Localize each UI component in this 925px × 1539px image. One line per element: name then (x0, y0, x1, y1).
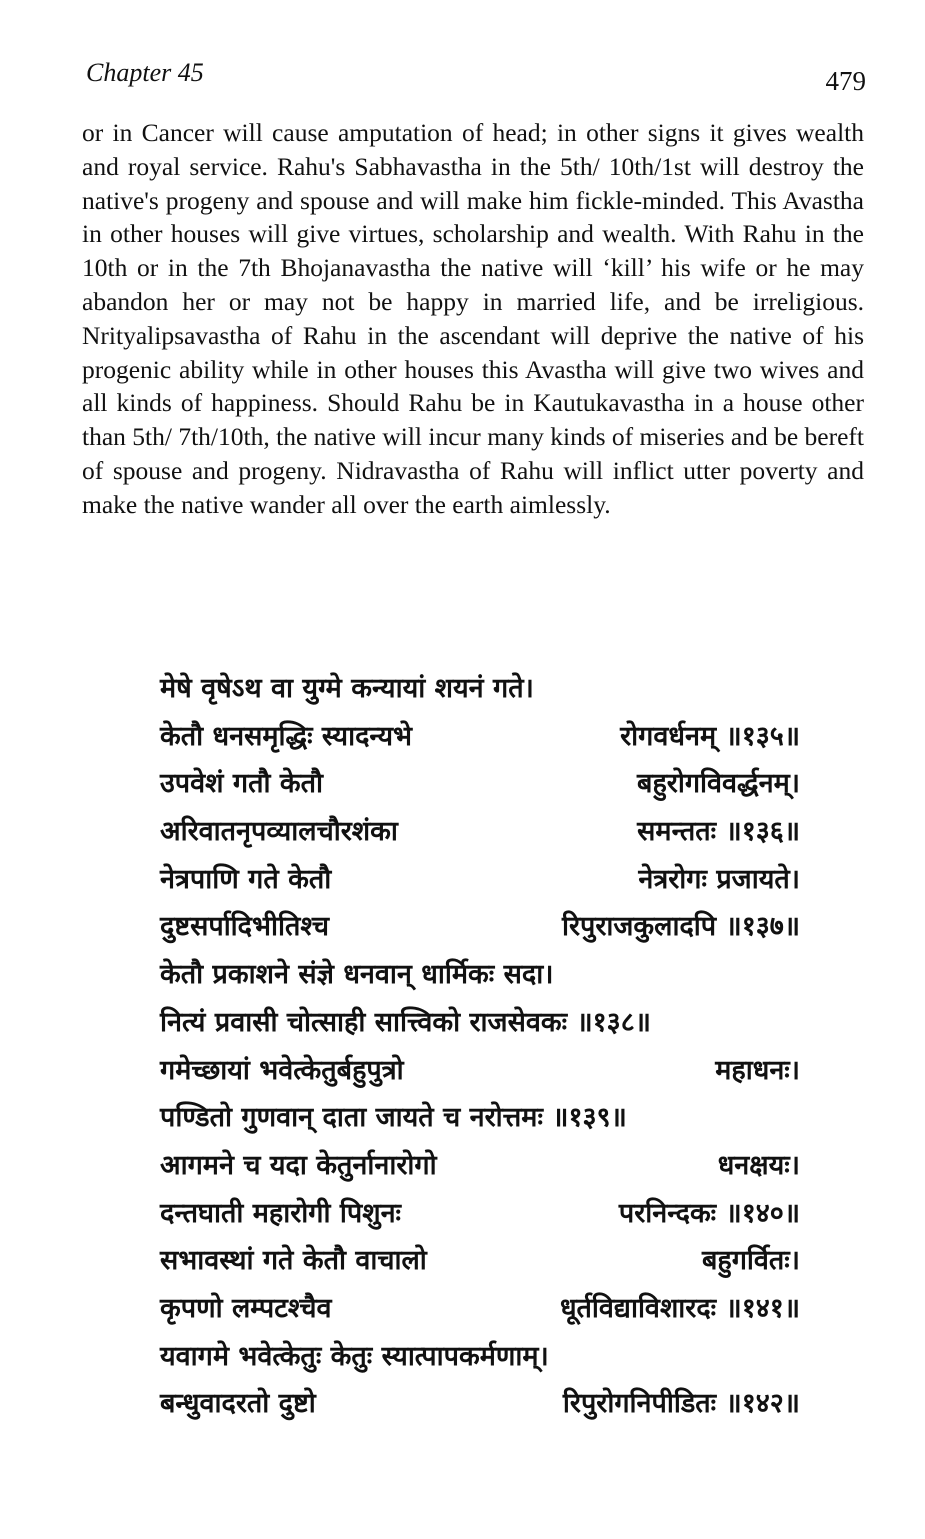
verse-line (160, 906, 800, 954)
verse-line (160, 1193, 800, 1241)
verse-text: बन्धुवादरतो दुष्टो (160, 1388, 316, 1420)
verse-text: नित्यं प्रवासी चोत्साही सात्त्विको राजसेवकः ॥१३८॥ (160, 1006, 651, 1038)
verse-line (160, 1336, 800, 1384)
verse-text-end: बहुगर्वितः। (701, 1245, 800, 1277)
verse-text: केतौ धनसमृद्धिः स्यादन्यभे (160, 720, 413, 752)
verse-text: कृपणो लम्पटश्चैव (160, 1292, 332, 1324)
page-header (86, 58, 866, 98)
verse-text: गमेच्छायां भवेत्केतुर्बहुपुत्रो (160, 1054, 404, 1086)
verse-text: पण्डितो गुणवान् दाता जायते च नरोत्तमः ॥१३९॥ (160, 1102, 627, 1134)
verse-text-end: समन्ततः ॥१३६॥ (637, 816, 800, 848)
page-number: 479 (825, 66, 866, 96)
verse-text: सभावस्थां गते केतौ वाचालो (160, 1245, 427, 1277)
verse-text: केतौ प्रकाशने संज्ञे धनवान् धार्मिकः सदा। (160, 959, 554, 991)
verse-text: मेषे वृषेऽथ वा युग्मे कन्यायां शयनं गते। (160, 673, 534, 704)
verse-text-end: रोगवर्धनम् ॥१३५॥ (620, 720, 800, 752)
verse-line (160, 668, 800, 716)
verse-text: उपवेशं गतौ केतौ (160, 768, 324, 800)
verse-line (160, 763, 800, 811)
verse-line (160, 1002, 800, 1050)
verse-line (160, 1145, 800, 1193)
verse-line (160, 1383, 800, 1431)
prose-paragraph: or in Cancer will cause amputation of head; in other signs it gives wealth and royal service. Rahu's Sabhavastha in the 5th/ 10th/1st will destroy the native's progeny and spouse and will make him fickle-minded. This Avastha in other houses will give virtues, scholarship and wealth. With Rahu in the 10th or in the 7th Bhojanavastha the native will ‘kill’ his wife or he may abandon her or may not be happy in married life, and be irreligious. Nrityalipsavastha of Rahu in the ascendant will deprive the native of his progenic ability while in other houses this Avastha will give two wives and all kinds of happiness. Should Rahu be in Kautukavastha in a house other than 5th/ 7th/10th, the native will incur many kinds of miseries and be bereft of spouse and progeny. Nidravastha of Rahu will inflict utter poverty and make the native wander all over the earth aimlessly. (82, 118, 864, 519)
verse-text: नेत्रपाणि गते केतौ (160, 863, 332, 895)
verse-line (160, 1097, 800, 1145)
verse-text-end: धूर्तविद्याविशारदः ॥१४१॥ (559, 1292, 800, 1324)
verse-text: दन्तघाती महारोगी पिशुनः (160, 1197, 402, 1229)
verse-line (160, 716, 800, 764)
verse-text-end: धनक्षयः। (717, 1149, 800, 1181)
verse-line (160, 859, 800, 907)
verse-line (160, 1050, 800, 1098)
verse-text-end: नेत्ररोगः प्रजायते। (638, 863, 800, 895)
verse-line (160, 1240, 800, 1288)
chapter-title: Chapter 45 (86, 58, 204, 87)
verse-text-end: रिपुरोगनिपीडितः ॥१४२॥ (562, 1388, 800, 1420)
verse-line (160, 1288, 800, 1336)
verse-text-end: परनिन्दकः ॥१४०॥ (618, 1197, 800, 1229)
verse-line (160, 954, 800, 1002)
verse-text-end: बहुरोगविवर्द्धनम्। (637, 768, 800, 800)
verse-text: यवागमे भवेत्केतुः केतुः स्यात्पापकर्मणाम्। (160, 1340, 549, 1372)
verse-text-end: महाधनः। (715, 1054, 800, 1086)
verse-line (160, 811, 800, 859)
verse-text: अरिवातनृपव्यालचौरशंका (160, 816, 398, 848)
verse-text: दुष्टसर्पादिभीतिश्च (160, 911, 329, 943)
sanskrit-verses (160, 668, 800, 1431)
verse-text: आगमने च यदा केतुर्नानारोगो (160, 1149, 437, 1181)
verse-text-end: रिपुराजकुलादपि ॥१३७॥ (561, 911, 800, 943)
